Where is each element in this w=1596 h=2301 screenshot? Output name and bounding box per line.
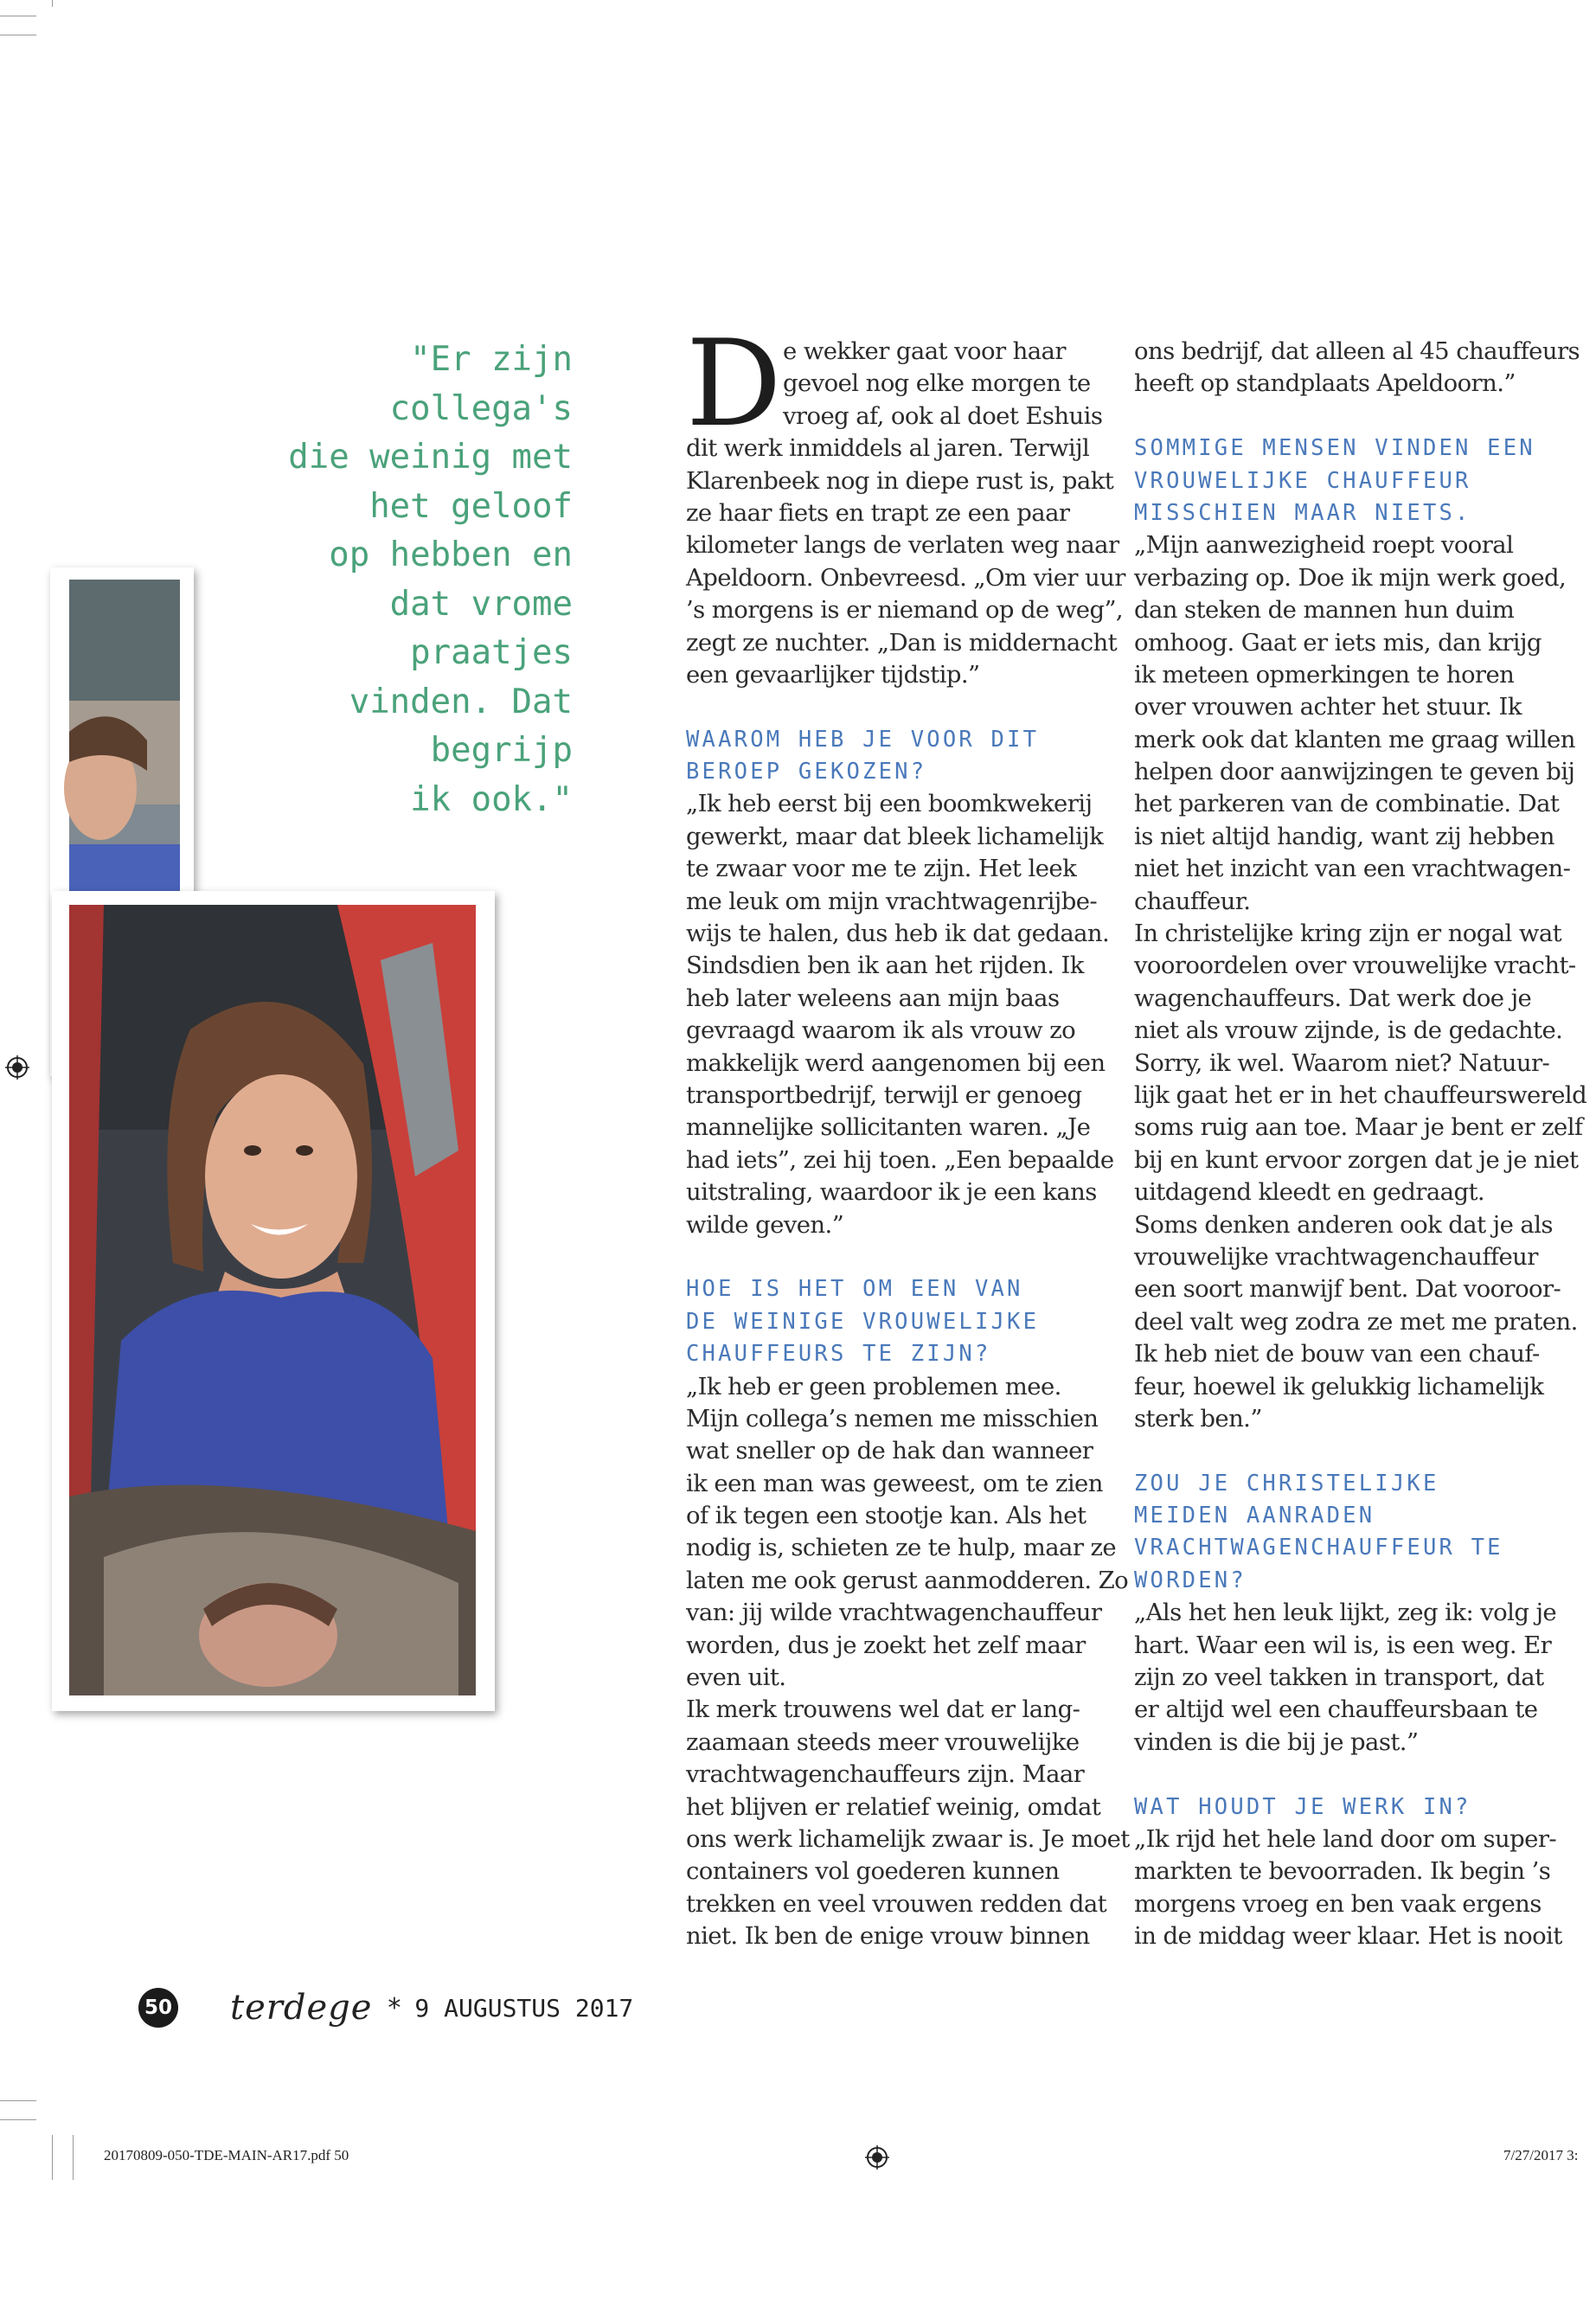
page-footer xyxy=(138,1986,633,2029)
body-line: mannelijke sollicitanten waren. „Je xyxy=(686,1113,1091,1142)
pull-quote-line: collega's xyxy=(389,388,573,428)
body-line: niet het inzicht van een vrachtwagen- xyxy=(1134,855,1571,883)
crop-mark xyxy=(73,2135,74,2180)
section-heading: WAT HOUDT JE WERK IN? xyxy=(1134,1793,1471,1820)
body-line: dan steken de mannen hun duim xyxy=(1134,596,1515,625)
body-line: hart. Waar een wil is, is een weg. Er xyxy=(1134,1631,1552,1659)
body-line: transportbedrijf, terwijl er genoeg xyxy=(686,1080,1082,1109)
section-heading: CHAUFFEURS TE ZIJN? xyxy=(686,1341,991,1368)
body-line: er altijd wel een chauffeursbaan te xyxy=(1134,1695,1538,1724)
body-line: vrouwelijke vrachtwagenchauffeur xyxy=(1134,1242,1538,1271)
separator-star-icon: * xyxy=(388,1992,401,2023)
body-line: is niet altijd handig, want zij hebben xyxy=(1134,822,1554,850)
section-heading: MISSCHIEN MAAR NIETS. xyxy=(1134,499,1471,526)
issue-date: 9 AUGUSTUS 2017 xyxy=(414,1993,634,2022)
body-line: bij en kunt ervoor zorgen dat je je niet xyxy=(1134,1145,1579,1174)
body-line: het blijven er relatief weinig, omdat xyxy=(686,1792,1101,1821)
registration-mark-icon xyxy=(865,2145,889,2170)
body-line: even uit. xyxy=(686,1663,786,1692)
crop-mark xyxy=(0,2100,36,2101)
body-line: vrachtwagenchauffeurs zijn. Maar xyxy=(686,1760,1085,1789)
body-line: deel valt weg zodra ze met me praten. xyxy=(1134,1307,1578,1336)
body-line: ze haar fiets en trapt ze een paar xyxy=(686,498,1070,527)
body-line: soms ruig aan toe. Maar je bent er zelf xyxy=(1134,1113,1583,1142)
body-line: zaamaan steeds meer vrouwelijke xyxy=(686,1727,1080,1756)
body-line: van: jij wilde vrachtwagenchauffeur xyxy=(686,1599,1102,1627)
body-line: vooroordelen over vrouwelijke vracht- xyxy=(1134,952,1576,980)
body-line: Sorry, ik wel. Waarom niet? Natuur- xyxy=(1134,1048,1550,1077)
pull-quote-line: begrijp xyxy=(430,731,573,770)
body-line: wilde geven.” xyxy=(686,1210,844,1239)
body-line: chauffeur. xyxy=(1134,887,1251,915)
body-line: niet als vrouw zijnde, is de gedachte. xyxy=(1134,1016,1563,1045)
page-number: 50 xyxy=(138,1988,178,2028)
body-line: lijk gaat het er in het chauffeurswereld xyxy=(1134,1080,1587,1109)
body-line: kilometer langs de verlaten weg naar xyxy=(686,531,1119,560)
body-line: Mijn collega’s nemen me misschien xyxy=(686,1404,1099,1433)
pull-quote-line: het geloof xyxy=(369,486,573,526)
body-line: gevoel nog elke morgen te xyxy=(783,369,1091,398)
body-line: ons bedrijf, dat alleen al 45 chauffeurs xyxy=(1134,337,1580,365)
body-line: uitstraling, waardoor ik je een kans xyxy=(686,1178,1097,1207)
body-line: „Mijn aanwezigheid roept vooral xyxy=(1134,531,1514,560)
crop-mark xyxy=(0,2119,36,2120)
section-heading: VROUWELIJKE CHAUFFEUR xyxy=(1134,467,1471,494)
body-line: containers vol goederen kunnen xyxy=(686,1857,1060,1886)
body-line: uitdagend kleedt en gedraagt. xyxy=(1134,1178,1485,1207)
body-line: wijs te halen, dus heb ik dat gedaan. xyxy=(686,920,1110,948)
body-line: me leuk om mijn vrachtwagenrijbe- xyxy=(686,887,1098,915)
section-heading: ZOU JE CHRISTELIJKE xyxy=(1134,1470,1439,1497)
body-line: e wekker gaat voor haar xyxy=(783,337,1066,365)
body-line: Sindsdien ben ik aan het rijden. Ik xyxy=(686,952,1084,980)
body-line: ik meteen opmerkingen te horen xyxy=(1134,660,1515,689)
body-line: het parkeren van de combinatie. Dat xyxy=(1134,790,1560,818)
body-line: heeft op standplaats Apeldoorn.” xyxy=(1134,369,1516,398)
pull-quote-line: die weinig met xyxy=(288,438,573,477)
body-line: „Ik rijd het hele land door om super- xyxy=(1134,1824,1557,1853)
body-line: zijn zo veel takken in transport, dat xyxy=(1134,1663,1544,1692)
body-line: verbazing op. Doe ik mijn werk goed, xyxy=(1134,563,1567,592)
body-line: ons werk lichamelijk zwaar is. Je moet xyxy=(686,1824,1130,1853)
body-line: niet. Ik ben de enige vrouw binnen xyxy=(686,1922,1090,1951)
body-line: heb later weleens aan mijn baas xyxy=(686,984,1060,1012)
body-line: te zwaar voor me te zijn. Het leek xyxy=(686,855,1077,883)
magazine-logo: terdege xyxy=(230,1988,373,2028)
print-slug-timestamp: 7/27/2017 3: xyxy=(1503,2147,1579,2163)
body-line: „Ik heb er geen problemen mee. xyxy=(686,1372,1061,1400)
body-line: sterk ben.” xyxy=(1134,1404,1262,1433)
body-line: feur, hoewel ik gelukkig lichamelijk xyxy=(1134,1372,1544,1400)
body-line: had iets”, zei hij toen. „Een bepaalde xyxy=(686,1145,1114,1174)
body-line: Apeldoorn. Onbevreesd. „Om vier uur xyxy=(686,563,1125,592)
body-line: markten te bevoorraden. Ik begin ’s xyxy=(1134,1857,1551,1886)
body-line: „Als het hen leuk lijkt, zeg ik: volg je xyxy=(1134,1599,1557,1627)
body-line: gewerkt, maar dat bleek lichamelijk xyxy=(686,822,1104,850)
body-line: Ik heb niet de bouw van een chauf- xyxy=(1134,1340,1540,1368)
paragraph-gap xyxy=(1134,401,1567,433)
body-line: gevraagd waarom ik als vrouw zo xyxy=(686,1016,1076,1045)
body-line: wagenchauffeurs. Dat werk doe je xyxy=(1134,984,1532,1012)
body-line: vinden is die bij je past.” xyxy=(1134,1727,1419,1756)
drop-cap: D xyxy=(686,314,782,453)
pull-quote-line: "Er zijn xyxy=(410,340,573,379)
section-heading: WAAROM HEB JE VOOR DIT xyxy=(686,726,1040,753)
body-line: „Ik heb eerst bij een boomkwekerij xyxy=(686,790,1093,818)
body-line: Ik merk trouwens wel dat er lang- xyxy=(686,1695,1080,1724)
section-heading: BEROEP GEKOZEN? xyxy=(686,759,927,785)
pull-quote-line: praatjes xyxy=(410,633,573,672)
paragraph-gap xyxy=(686,691,1097,723)
body-line: vroeg af, ook al doet Eshuis xyxy=(783,401,1103,430)
paragraph-gap xyxy=(1134,1435,1567,1467)
body-line: omhoog. Gaat er iets mis, dan krijg xyxy=(1134,628,1542,657)
body-line: een gevaarlijker tijdstip.” xyxy=(686,660,980,689)
body-line: nodig is, schieten ze te hulp, maar ze xyxy=(686,1534,1117,1562)
pull-quote xyxy=(216,336,573,824)
body-line: ’s morgens is er niemand op de weg”, xyxy=(686,596,1124,625)
crop-mark xyxy=(52,0,53,7)
registration-mark-icon xyxy=(5,1055,29,1080)
photo-driver-portrait xyxy=(52,891,495,1711)
body-line: makkelijk werd aangenomen bij een xyxy=(686,1048,1106,1077)
body-line: of ik tegen een stootje kan. Als het xyxy=(686,1502,1086,1530)
section-heading: VRACHTWAGENCHAUFFEUR TE xyxy=(1134,1535,1503,1561)
print-slug-filename: 20170809-050-TDE-MAIN-AR17.pdf 50 xyxy=(104,2147,349,2163)
body-line: Soms denken anderen ook dat je als xyxy=(1134,1210,1553,1239)
pull-quote-line: op hebben en xyxy=(329,535,573,574)
article-column-2 xyxy=(1134,336,1587,1953)
body-line: ik een man was geweest, om te zien xyxy=(686,1469,1103,1497)
pull-quote-line: vinden. Dat xyxy=(349,682,573,721)
section-heading: MEIDEN AANRADEN xyxy=(1134,1503,1375,1529)
crop-mark xyxy=(52,2135,53,2180)
body-line: een soort manwijf bent. Dat vooroor- xyxy=(1134,1275,1561,1304)
pull-quote-line: dat vrome xyxy=(389,584,573,624)
body-line: worden, dus je zoekt het zelf maar xyxy=(686,1631,1086,1659)
body-line: in de middag weer klaar. Het is nooit xyxy=(1134,1922,1562,1951)
body-line: over vrouwen achter het stuur. Ik xyxy=(1134,693,1522,721)
pull-quote-line: ik ook." xyxy=(410,779,573,819)
section-heading: SOMMIGE MENSEN VINDEN EEN xyxy=(1134,435,1535,462)
body-line: morgens vroeg en ben vaak ergens xyxy=(1134,1889,1542,1918)
paragraph-gap xyxy=(686,1241,1097,1273)
body-line: Klarenbeek nog in diepe rust is, pakt xyxy=(686,466,1114,495)
section-heading: DE WEINIGE VROUWELIJKE xyxy=(686,1308,1040,1335)
body-line: merk ook dat klanten me graag willen xyxy=(1134,725,1575,753)
body-line: laten me ook gerust aanmodderen. Zo xyxy=(686,1566,1129,1594)
section-heading: HOE IS HET OM EEN VAN xyxy=(686,1276,1023,1303)
body-line: wat sneller op de hak dan wanneer xyxy=(686,1437,1093,1465)
article-column-1 xyxy=(686,314,1130,1953)
body-line: trekken en veel vrouwen redden dat xyxy=(686,1889,1107,1918)
body-line: dit werk inmiddels al jaren. Terwijl xyxy=(686,434,1090,463)
section-heading: WORDEN? xyxy=(1134,1567,1247,1593)
body-line: helpen door aanwijzingen te geven bij xyxy=(1134,758,1575,786)
body-line: In christelijke kring zijn er nogal wat xyxy=(1134,920,1562,948)
paragraph-gap xyxy=(1134,1759,1567,1791)
body-line: zegt ze nuchter. „Dan is middernacht xyxy=(686,628,1118,657)
